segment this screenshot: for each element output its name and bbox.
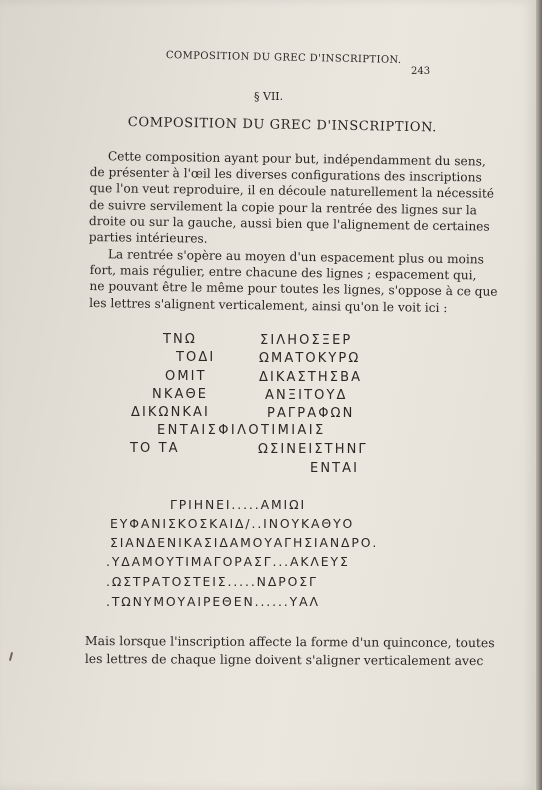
greek-line-right: ΩΣΙΝΕΙΣΤΗΝΓ [258,442,368,457]
paragraph-spacing [89,246,498,316]
text-line: ne pouvant être le même pour toutes les lignes, s'oppose à ce que [89,279,498,300]
greek-line: ΓΡΙΗΝΕΙ.....ΑΜΙΩΙ [170,497,307,512]
text-line: de présenter à l'œil les diverses configurations des inscriptions [89,165,482,185]
greek-line-left: ΔΙΚΩΝΚΑΙ [131,405,210,420]
paper-mark [9,652,13,661]
paragraph-quincunx [84,632,495,669]
section-title: COMPOSITION DU GREC D'INSCRIPTION. [127,115,438,136]
text-line: de suivre servilement la copie pour la rentrée des lignes sur la [89,197,478,218]
text-line: parties intérieures. [88,230,208,246]
greek-line-left: ΤΝΩ [163,332,197,347]
greek-line: .ΥΔΑΜΟΥΤΙΜΑΓΟΡΑΣΓ...ΑΚΛΕΥΣ [106,554,350,569]
greek-line: .ΤΩΝΥΜΟΥΑΙΡΕΘΕΝ......ΥΑΛ [106,594,320,609]
greek-line-right: ΔΙΚΑΣΤΗΣΒΑ [259,370,363,385]
text-line: fort, mais régulier, entre chacune des lignes ; espacement qui, [89,263,477,283]
text-line: Cette composition ayant pour but, indépendamment du sens, [107,149,486,169]
greek-line-left: ΤΟΔΙ [176,350,216,365]
greek-line-right: ΡΑΓΡΑΦΩΝ [267,406,355,421]
greek-line-left: ΟΜΙΤ [165,369,207,384]
greek-line-left: ΤΟ ΤΑ [130,441,180,456]
text-line: que l'on veut reproduire, il en découle naturellement la nécessité [89,181,495,202]
page-edge [536,0,542,790]
greek-line-right: ΕΝΤΑΙ [310,461,360,476]
greek-line-right: ΣΙΛΗΟΣΞΕΡ [260,333,353,348]
greek-line-full: ΕΝΤΑΙΣΦΙΛΟΤΙΜΙΑΙΣ [157,423,326,438]
greek-line: ΕΥΦΑΝΙΣΚΟΣΚΑΙΔ/..ΙΝΟΥΚΑΘΥΟ [110,516,355,531]
text-line: les lettres s'alignent verticalement, ainsi qu'on le voit ici : [89,295,448,315]
greek-line-left: ΝΚΑΘΕ [152,387,209,402]
greek-line: .ΩΣΤΡΑΤΟΣΤΕΙΣ.....ΝΔΡΟΣΓ [106,574,318,589]
page-number: 243 [411,66,431,77]
text-line: La rentrée s'opère au moyen d'un espacement plus ou moins [107,247,484,267]
greek-line-right: ΑΝΞΙΤΟΥΔ [265,388,348,403]
text-line: les lettres de chaque ligne doivent s'aligner verticalement avec [84,650,484,668]
running-head: COMPOSITION DU GREC D'INSCRIPTION. [165,50,402,66]
text-line: Mais lorsque l'inscription affecte la forme d'un quinconce, toutes [84,633,495,651]
paragraph-intro [88,148,495,250]
section-mark: § VII. [254,90,284,103]
greek-line: ΣΙΑΝΔΕΝΙΚΑΣΙΔΑΜΟΥΑΓΗΣΙΑΝΔΡΟ. [110,535,379,550]
greek-line-right: ΩΜΑΤΟΚΥΡΩ [259,351,361,366]
text-line: droite ou sur la gauche, aussi bien que l'alignement de certaines [88,213,490,234]
